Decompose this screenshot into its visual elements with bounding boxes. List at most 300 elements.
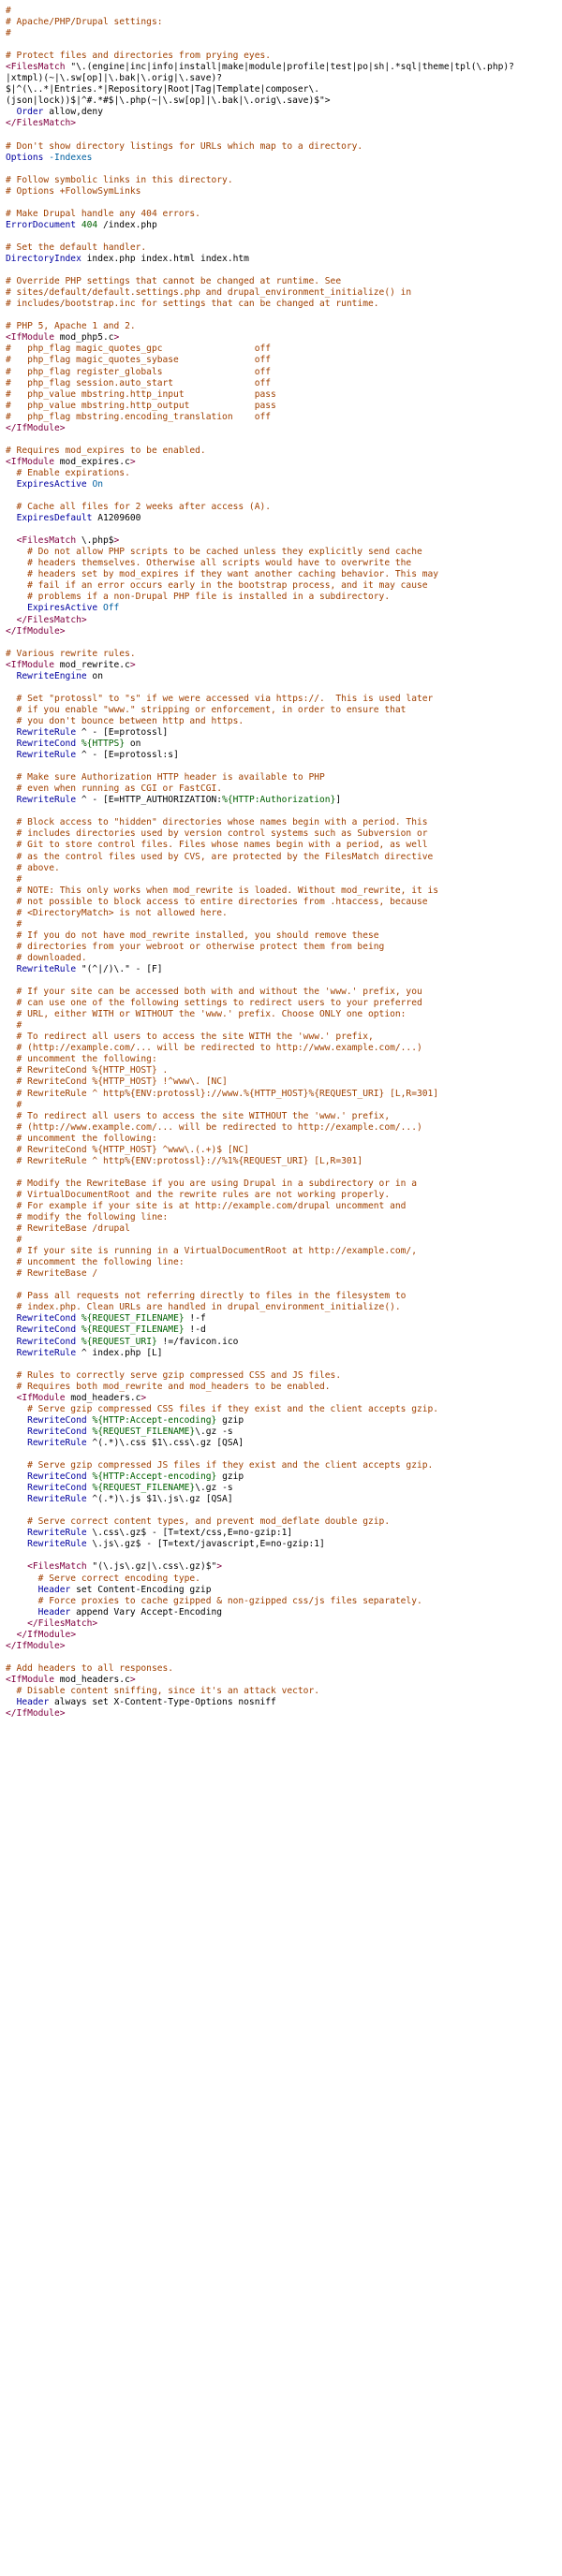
code-line xyxy=(6,1494,562,1505)
code-token xyxy=(6,671,17,681)
code-token: <FilesMatch xyxy=(6,62,71,73)
code-token: # NOTE: This only works when mod_rewrite is loaded. Without mod_rewrite, it is xyxy=(6,885,439,896)
code-token: ExpiresActive xyxy=(16,478,87,490)
code-token: # Options +FollowSymLinks xyxy=(6,185,141,197)
code-token: > xyxy=(113,332,120,344)
code-token: # Apache/PHP/Drupal settings: xyxy=(6,17,163,28)
code-token: # Requires both mod_rewrite and mod_headers to be enabled. xyxy=(6,1381,331,1392)
code-token: # index.php. Clean URLs are handled in drupal_environment_initialize(). xyxy=(6,1302,401,1313)
code-token: ^ - [E=HTTP_AUTHORIZATION: xyxy=(76,795,223,806)
code-line xyxy=(6,1675,562,1686)
code-token xyxy=(6,1427,27,1437)
code-token: %{REQUEST_FILENAME} xyxy=(81,1325,185,1336)
code-line xyxy=(6,840,562,851)
code-token: mod_php5.c xyxy=(59,332,114,344)
code-token: ^ - [E=protossl] xyxy=(76,727,169,738)
code-token: RewriteRule xyxy=(27,1494,87,1505)
code-token: # Protect files and directories from prying eyes. xyxy=(6,51,272,62)
code-token xyxy=(6,964,17,974)
code-line xyxy=(6,95,562,107)
code-line xyxy=(6,1325,562,1336)
code-line xyxy=(6,535,562,547)
code-line xyxy=(6,1302,562,1313)
code-token: RewriteCond xyxy=(16,739,77,750)
code-token: on xyxy=(125,739,141,750)
code-token: ^(.*)\.js $1\.js\.gz [QSA] xyxy=(86,1494,233,1505)
code-token: > xyxy=(129,456,136,467)
code-line xyxy=(6,1337,562,1348)
code-line xyxy=(6,1054,562,1065)
code-token: # Enable expirations. xyxy=(6,467,130,478)
code-token: \.php$ xyxy=(81,535,114,547)
code-line xyxy=(6,367,562,378)
code-line xyxy=(6,953,562,964)
code-token: !-d xyxy=(184,1325,206,1336)
code-token: ExpiresDefault xyxy=(16,513,93,524)
code-token xyxy=(6,535,17,546)
code-line xyxy=(6,502,562,513)
code-line xyxy=(6,242,562,254)
code-token: <IfModule xyxy=(6,1674,60,1685)
code-token: "\.(engine|inc|info|install|make|module|profile|test|po|sh|.*sql|theme|tpl(\.php)? xyxy=(70,62,514,73)
code-token: %{REQUEST_FILENAME} xyxy=(92,1483,196,1494)
code-line xyxy=(6,1697,562,1708)
code-token: RewriteCond xyxy=(16,1313,77,1325)
code-token: Header xyxy=(37,1584,71,1595)
code-token: # Override PHP settings that cannot be changed at runtime. See xyxy=(6,276,342,287)
code-line xyxy=(6,1663,562,1675)
code-token: # If your site can be accessed both with and without the 'www.' prefix, you xyxy=(6,987,422,998)
code-line xyxy=(6,998,562,1009)
code-token xyxy=(6,1561,27,1572)
code-token: # Rules to correctly serve gzip compressed CSS and JS files. xyxy=(6,1369,342,1381)
code-token: <FilesMatch xyxy=(16,535,81,547)
code-line xyxy=(6,671,562,682)
code-line xyxy=(6,468,562,479)
code-line xyxy=(6,130,562,141)
code-line xyxy=(6,682,562,694)
code-token: </IfModule> xyxy=(6,1640,66,1651)
code-line xyxy=(6,1471,562,1483)
code-line xyxy=(6,389,562,401)
code-token: # uncomment the following: xyxy=(6,1054,157,1065)
code-token xyxy=(6,1697,17,1707)
code-token: # RewriteRule ^ http%{ENV:protossl}://www.%{HTTP_HOST}%{REQUEST_URI} [L,R=301] xyxy=(6,1088,439,1099)
code-token: ^ index.php [L] xyxy=(76,1347,163,1358)
code-line xyxy=(6,1156,562,1167)
code-line xyxy=(6,287,562,299)
code-line xyxy=(6,1178,562,1190)
code-token: > xyxy=(216,1561,223,1573)
code-line xyxy=(6,1100,562,1111)
code-line xyxy=(6,750,562,761)
code-line xyxy=(6,1313,562,1325)
code-token: \.js\.gz$ - [T=text/javascript,E=no-gzip:1] xyxy=(86,1539,325,1550)
code-line xyxy=(6,73,562,84)
code-line xyxy=(6,761,562,772)
code-line xyxy=(6,446,562,457)
code-line xyxy=(6,1268,562,1280)
code-token: RewriteEngine xyxy=(16,670,87,681)
code-token: Header xyxy=(37,1606,71,1617)
code-line xyxy=(6,592,562,603)
code-line xyxy=(6,1190,562,1201)
code-line xyxy=(6,1111,562,1122)
code-token: # php_flag mbstring.encoding_translation off xyxy=(6,411,272,422)
code-token: %{HTTPS} xyxy=(81,739,126,750)
code-token: # For example if your site is at http://example.com/drupal uncomment and xyxy=(6,1200,407,1211)
code-token: # If your site is running in a VirtualDocumentRoot at http://example.com/, xyxy=(6,1246,417,1257)
code-token: Off xyxy=(102,603,120,614)
code-token: # Make sure Authorization HTTP header is available to PHP xyxy=(6,772,325,783)
code-token: Options xyxy=(6,152,44,163)
code-token: # as the control files used by CVS, are protected by the FilesMatch directive xyxy=(6,851,434,862)
code-line xyxy=(6,1145,562,1156)
code-token: # uncomment the following line: xyxy=(6,1257,185,1268)
code-token: RewriteRule xyxy=(16,750,77,761)
code-line xyxy=(6,1201,562,1212)
code-token: Header xyxy=(16,1697,50,1708)
code-line xyxy=(6,817,562,828)
code-token xyxy=(6,1348,17,1358)
code-line xyxy=(6,332,562,344)
code-token: $|^(\..*|Entries.*|Repository|Root|Tag|Template|composer\. xyxy=(6,84,320,95)
code-token: # headers themselves. Otherwise all scripts would have to overwrite the xyxy=(6,558,412,569)
code-line xyxy=(6,603,562,614)
code-line xyxy=(6,1449,562,1460)
code-line xyxy=(6,705,562,716)
code-token: # To redirect all users to access the site WITHOUT the 'www.' prefix, xyxy=(6,1110,391,1121)
code-line xyxy=(6,1561,562,1573)
code-line xyxy=(6,1528,562,1539)
code-token: # VirtualDocumentRoot and the rewrite rules are not working properly. xyxy=(6,1189,391,1200)
code-token xyxy=(6,1528,27,1538)
code-token: # even when running as CGI or FastCGI. xyxy=(6,783,223,795)
code-token xyxy=(6,1325,17,1335)
code-line xyxy=(6,716,562,727)
code-line xyxy=(6,874,562,886)
code-line xyxy=(6,1438,562,1449)
code-token: !-f xyxy=(184,1313,206,1325)
code-token: # Follow symbolic links in this directory. xyxy=(6,174,233,185)
code-token: # Serve gzip compressed CSS files if they exist and the client accepts gzip. xyxy=(6,1403,439,1414)
code-token xyxy=(6,1585,38,1595)
code-line xyxy=(6,1516,562,1528)
code-token: # Don't show directory listings for URLs which map to a directory. xyxy=(6,140,363,152)
code-token xyxy=(6,615,17,625)
code-token: # RewriteCond %{HTTP_HOST} !^www\. [NC] xyxy=(6,1076,228,1088)
code-token: ErrorDocument xyxy=(6,219,77,230)
code-token: RewriteRule xyxy=(27,1539,87,1550)
code-line xyxy=(6,1359,562,1370)
code-line xyxy=(6,1404,562,1415)
code-line xyxy=(6,276,562,287)
code-token: # Force proxies to cache gzipped & non-gzipped css/js files separately. xyxy=(6,1595,422,1606)
code-token: gzip xyxy=(216,1471,244,1483)
code-token: %{HTTP:Authorization} xyxy=(222,795,336,806)
code-token: > xyxy=(129,1674,136,1685)
code-token: <IfModule xyxy=(6,659,60,670)
code-line xyxy=(6,1427,562,1438)
code-token: <FilesMatch xyxy=(27,1561,93,1573)
code-token: # Serve correct content types, and prevent mod_deflate double gzip. xyxy=(6,1516,391,1528)
code-token: ExpiresActive xyxy=(27,603,98,614)
code-token: "(\.js\.gz|\.css\.gz)$" xyxy=(92,1561,217,1573)
code-token: RewriteCond xyxy=(16,1325,77,1336)
code-line xyxy=(6,580,562,592)
code-token: # Various rewrite rules. xyxy=(6,648,136,659)
code-line xyxy=(6,321,562,332)
code-line xyxy=(6,1393,562,1404)
code-token: # downloaded. xyxy=(6,952,87,963)
code-line xyxy=(6,186,562,198)
code-line xyxy=(6,908,562,919)
code-line xyxy=(6,852,562,863)
code-line xyxy=(6,1550,562,1561)
code-token: \.gz -s xyxy=(195,1426,233,1437)
code-token: # modify the following line: xyxy=(6,1212,169,1223)
code-token xyxy=(6,603,27,613)
code-line xyxy=(6,1167,562,1178)
code-token: mod_headers.c xyxy=(70,1392,141,1403)
code-token: <IfModule xyxy=(6,332,60,344)
code-token: RewriteRule xyxy=(16,795,77,806)
code-token: A1209600 xyxy=(92,513,141,524)
code-token xyxy=(6,1539,27,1549)
code-line xyxy=(6,987,562,998)
code-line xyxy=(6,649,562,660)
code-line xyxy=(6,739,562,750)
code-token: # RewriteCond %{HTTP_HOST} ^www\.(.+)$ [NC] xyxy=(6,1144,249,1155)
code-line xyxy=(6,457,562,468)
code-line xyxy=(6,930,562,942)
code-token: -Indexes xyxy=(49,152,93,163)
code-line xyxy=(6,175,562,186)
code-line xyxy=(6,558,562,569)
code-token: ^ - [E=protossl:s] xyxy=(76,750,179,761)
code-token: > xyxy=(129,659,136,670)
code-token: # xyxy=(6,1099,22,1110)
code-token xyxy=(6,1607,38,1617)
code-line xyxy=(6,39,562,51)
code-line xyxy=(6,1032,562,1043)
code-token: # Serve correct encoding type. xyxy=(6,1573,200,1584)
code-token: # Modify the RewriteBase if you are using Drupal in a subdirectory or in a xyxy=(6,1178,417,1189)
code-line xyxy=(6,513,562,524)
code-line xyxy=(6,1573,562,1585)
code-token: \.css\.gz$ - [T=text/css,E=no-gzip:1] xyxy=(86,1528,293,1539)
code-token: # includes directories used by version control systems such as Subversion or xyxy=(6,828,428,840)
code-line xyxy=(6,17,562,28)
code-line xyxy=(6,378,562,389)
code-token: # above. xyxy=(6,862,60,873)
code-line xyxy=(6,479,562,490)
code-token: ^(.*)\.css $1\.css\.gz [QSA] xyxy=(86,1437,244,1448)
code-token: # xyxy=(6,6,11,16)
code-token: RewriteRule xyxy=(27,1528,87,1539)
code-line xyxy=(6,694,562,705)
code-line xyxy=(6,806,562,817)
code-token: # directories from your webroot or otherwise protect them from being xyxy=(6,941,385,952)
code-token: RewriteRule xyxy=(16,727,77,738)
code-token: # xyxy=(6,28,11,39)
code-line xyxy=(6,1223,562,1235)
code-token: %{REQUEST_FILENAME} xyxy=(92,1426,196,1437)
code-line xyxy=(6,772,562,783)
code-token xyxy=(6,107,17,117)
code-line xyxy=(6,626,562,637)
code-line xyxy=(6,28,562,39)
code-token: # RewriteRule ^ http%{ENV:protossl}://%1%{REQUEST_URI} [L,R=301] xyxy=(6,1155,363,1166)
code-token: RewriteRule xyxy=(27,1437,87,1448)
code-token: # Pass all requests not referring directly to files in the filesystem to xyxy=(6,1291,407,1302)
code-line xyxy=(6,569,562,580)
code-line xyxy=(6,198,562,209)
code-line xyxy=(6,1382,562,1393)
code-line xyxy=(6,615,562,626)
code-line xyxy=(6,490,562,502)
code-token: # fail if an error occurs early in the bootstrap process, and it may cause xyxy=(6,580,428,592)
code-token: # Git to store control files. Files whose names begin with a period, as well xyxy=(6,840,428,851)
code-line xyxy=(6,231,562,242)
code-token: RewriteCond xyxy=(27,1414,87,1426)
code-token: # php_flag magic_quotes_sybase off xyxy=(6,355,272,366)
code-token: # Do not allow PHP scripts to be cached unless they explicitly send cache xyxy=(6,547,422,558)
code-token: 404 xyxy=(81,219,98,230)
code-token xyxy=(6,479,17,490)
code-token: mod_rewrite.c xyxy=(59,659,130,670)
code-token: # php_value mbstring.http_output pass xyxy=(6,400,276,411)
code-line xyxy=(6,265,562,276)
code-token: %{HTTP:Accept-encoding} xyxy=(92,1414,217,1426)
code-line xyxy=(6,919,562,930)
code-token: # URL, either WITH or WITHOUT the 'www.' prefix. Choose ONLY one option: xyxy=(6,1009,407,1020)
code-token: set Content-Encoding gzip xyxy=(70,1584,212,1595)
code-line xyxy=(6,1009,562,1020)
code-line xyxy=(6,1235,562,1246)
code-token: index.php index.html index.htm xyxy=(81,254,249,265)
code-token: </IfModule> xyxy=(6,625,66,637)
code-token: # Set "protossl" to "s" if we were accessed via https://. This is used later xyxy=(6,693,434,704)
code-line xyxy=(6,1539,562,1550)
code-line xyxy=(6,1291,562,1302)
code-line xyxy=(6,1607,562,1618)
code-token: # you don't bounce between http and https. xyxy=(6,715,244,726)
code-line xyxy=(6,1652,562,1663)
code-token xyxy=(6,1313,17,1324)
code-line xyxy=(6,51,562,62)
code-line xyxy=(6,1460,562,1471)
code-line xyxy=(6,1630,562,1641)
code-line xyxy=(6,660,562,671)
code-token xyxy=(6,1471,27,1482)
code-line xyxy=(6,828,562,840)
code-token: # php_flag register_globals off xyxy=(6,366,272,377)
code-token: # sites/default/default.settings.php and drupal_environment_initialize() in xyxy=(6,287,412,299)
code-token: # php_flag session.auto_start off xyxy=(6,377,272,388)
code-token: # php_value mbstring.http_input pass xyxy=(6,388,276,400)
code-token: # Disable content sniffing, since it's an attack vector. xyxy=(6,1685,320,1696)
code-line xyxy=(6,863,562,874)
code-token: "(^|/)\." - [F] xyxy=(76,963,163,974)
code-token: always set X-Content-Type-Options nosniff xyxy=(49,1697,276,1708)
code-line xyxy=(6,886,562,897)
code-line xyxy=(6,220,562,231)
code-token: %{REQUEST_FILENAME} xyxy=(81,1313,185,1325)
code-line xyxy=(6,1065,562,1076)
code-token: RewriteCond xyxy=(27,1483,87,1494)
code-token: # RewriteBase /drupal xyxy=(6,1223,130,1235)
code-line xyxy=(6,1257,562,1268)
code-line xyxy=(6,401,562,412)
code-line xyxy=(6,118,562,129)
code-token: # headers set by mod_expires if they want another caching behavior. This may xyxy=(6,569,439,580)
code-line xyxy=(6,1122,562,1134)
code-token: # uncomment the following: xyxy=(6,1133,157,1144)
code-token xyxy=(6,1393,17,1403)
code-token: # To redirect all users to access the site WITH the 'www.' prefix, xyxy=(6,1032,374,1043)
code-token: !=/favicon.ico xyxy=(156,1336,239,1347)
code-token: # Cache all files for 2 weeks after access (A). xyxy=(6,502,272,513)
code-line xyxy=(6,84,562,95)
code-token: # PHP 5, Apache 1 and 2. xyxy=(6,321,136,332)
code-token: # <DirectoryMatch> is not allowed here. xyxy=(6,907,228,918)
code-line xyxy=(6,1618,562,1630)
code-token: \.gz -s xyxy=(195,1483,233,1494)
code-line xyxy=(6,727,562,739)
code-line xyxy=(6,1246,562,1257)
code-line xyxy=(6,1505,562,1516)
code-token xyxy=(6,1415,27,1426)
code-token: ] xyxy=(335,795,342,806)
code-token: RewriteCond xyxy=(27,1471,87,1483)
code-line xyxy=(6,897,562,908)
code-line xyxy=(6,1708,562,1720)
code-line xyxy=(6,62,562,73)
code-token: mod_headers.c xyxy=(59,1674,130,1685)
code-token: # (http://example.com/... will be redirected to http://www.example.com/...) xyxy=(6,1043,422,1054)
code-line xyxy=(6,1585,562,1596)
code-line xyxy=(6,1076,562,1088)
code-token xyxy=(6,739,17,749)
code-token: (json|lock))$|^#.*#$|\.php(~|\.sw[op]|\.bak|\.orig\.save)$"> xyxy=(6,95,331,107)
code-line xyxy=(6,209,562,220)
code-token: RewriteCond xyxy=(16,1336,77,1347)
code-token xyxy=(6,727,17,738)
code-token: > xyxy=(140,1392,147,1403)
code-token: # Add headers to all responses. xyxy=(6,1662,174,1674)
code-token: DirectoryIndex xyxy=(6,254,81,265)
code-line xyxy=(6,299,562,310)
code-token: # includes/bootstrap.inc for settings that can be changed at runtime. xyxy=(6,299,379,310)
code-token: # xyxy=(6,1235,22,1246)
code-token: on xyxy=(86,670,103,681)
code-token: </IfModule> xyxy=(16,1629,77,1640)
code-line xyxy=(6,637,562,649)
code-token: </FilesMatch> xyxy=(16,614,87,625)
code-line xyxy=(6,141,562,153)
code-token: # php_flag magic_quotes_gpc off xyxy=(6,344,272,355)
code-token: # problems if a non-Drupal PHP file is installed in a subdirectory. xyxy=(6,592,391,603)
code-token: # Requires mod_expires to be enabled. xyxy=(6,445,206,456)
code-token xyxy=(6,795,17,805)
code-token: # RewriteBase / xyxy=(6,1268,98,1280)
code-token: # xyxy=(6,918,22,929)
code-token: /index.php xyxy=(97,219,157,230)
code-line xyxy=(6,164,562,175)
code-line xyxy=(6,412,562,423)
code-token: <IfModule xyxy=(6,456,60,467)
